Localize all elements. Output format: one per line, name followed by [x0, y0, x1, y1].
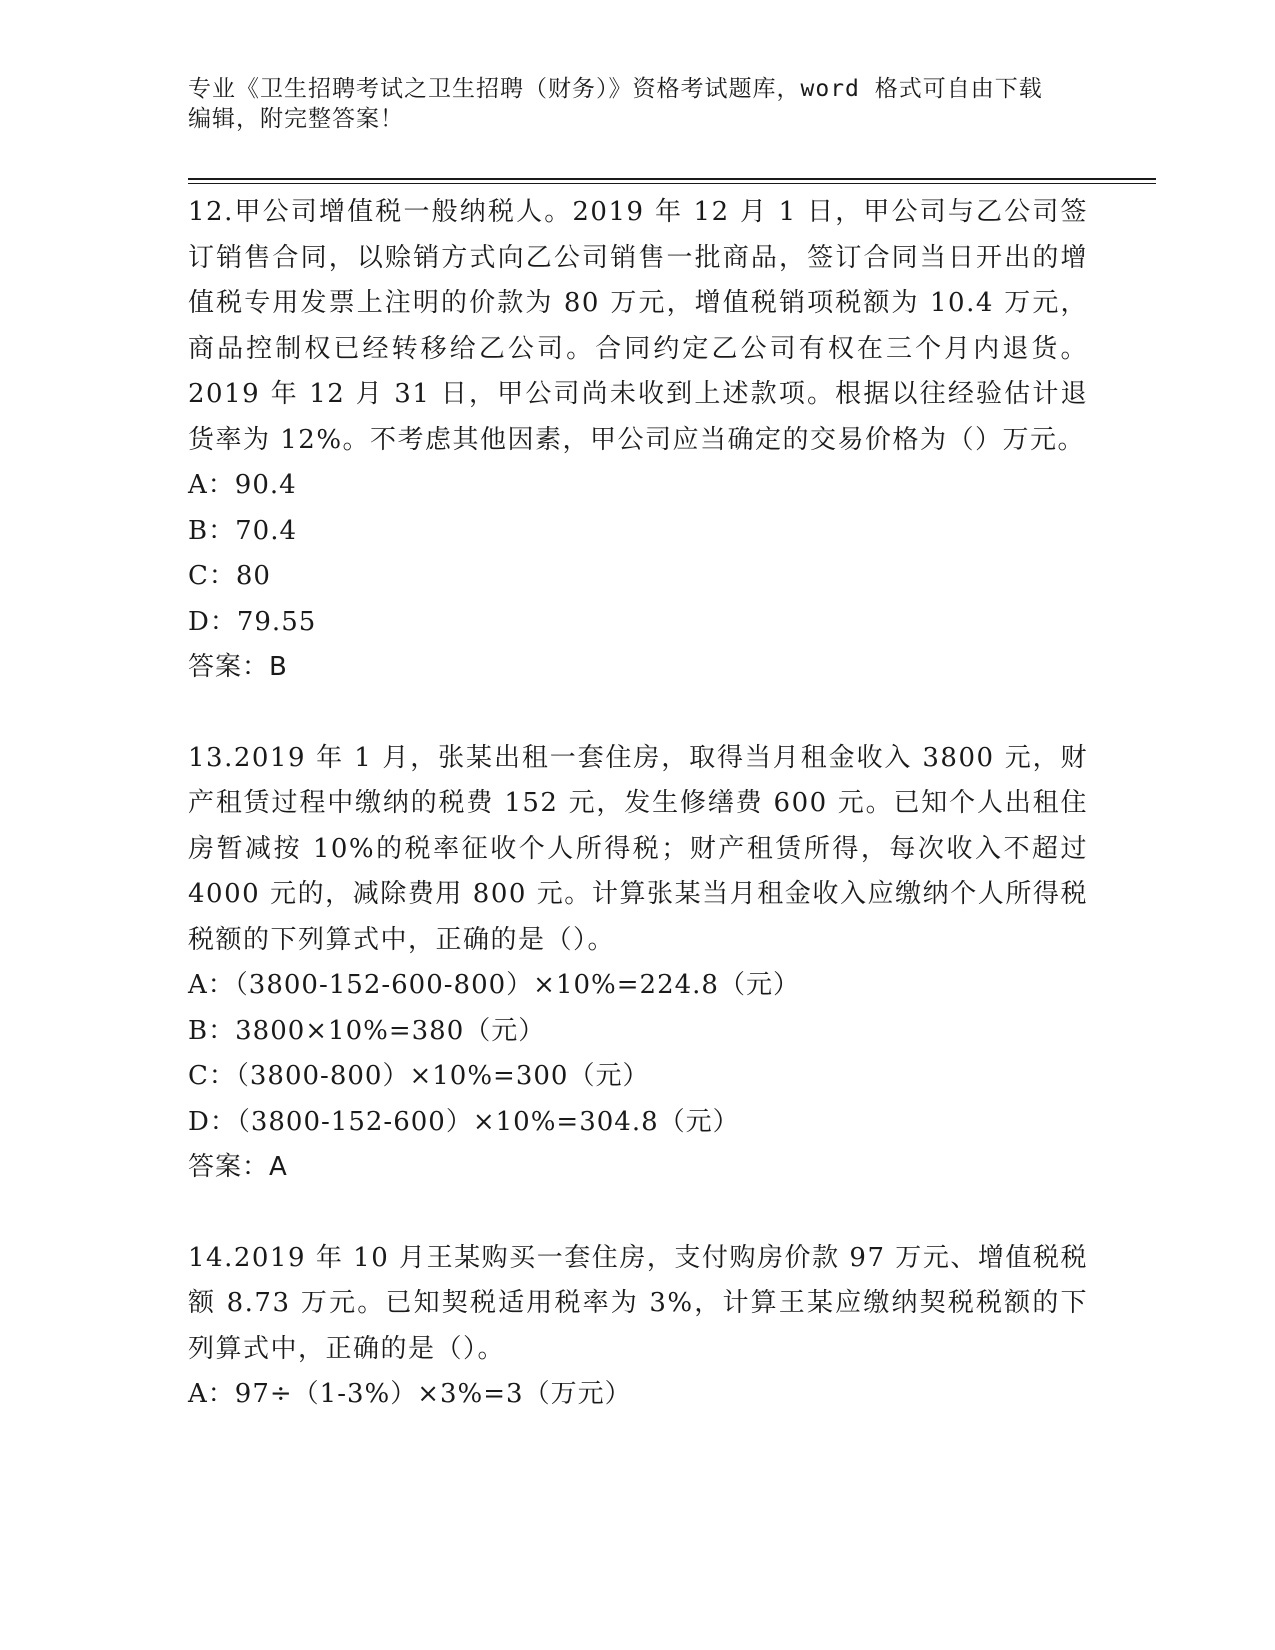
option-c: C：（3800-800）×10%=300（元）: [188, 1061, 650, 1091]
header-divider-thick: [188, 178, 1156, 180]
question-13: [188, 736, 1088, 1191]
question-spacer: [188, 1191, 1088, 1236]
header-line-2: 编辑，附完整答案！: [188, 106, 404, 132]
question-12: [188, 190, 1088, 691]
question-stem: 12.甲公司增值税一般纳税人。2019 年 12 月 1 日，甲公司与乙公司签订销售合同，以赊销方式向乙公司销售一批商品，签订合同当日开出的增值税专用发票上注明的价款为 80 万元，增值税销项税额为 10.4 万元，商品控制权已经转移给乙公司。合同约定乙公司有权在三个月内退货。2019 年 12 月 31 日，甲公司尚未收到上述款项。根据以往经验估计退货率为 12%。不考虑其他因素，甲公司应当确定的交易价格为（）万元。: [188, 197, 1088, 455]
option-b: B：3800×10%=380（元）: [188, 1015, 546, 1046]
option-d: D：（3800-152-600）×10%=304.8（元）: [188, 1106, 740, 1137]
option-d: D：79.55: [188, 606, 317, 637]
option-a: A：97÷（1-3%）×3%=3（万元）: [188, 1379, 632, 1409]
question-spacer: [188, 691, 1088, 736]
option-b: B：70.4: [188, 515, 297, 546]
option-a: A：90.4: [188, 470, 297, 500]
option-c: C：80: [188, 561, 271, 591]
document-header: [188, 74, 1088, 134]
answer-label: 答案：A: [188, 1152, 288, 1182]
answer-label: 答案：B: [188, 652, 288, 682]
question-list: [188, 190, 1088, 1418]
option-a: A：（3800-152-600-800）×10%=224.8（元）: [188, 970, 800, 1000]
question-stem: 14.2019 年 10 月王某购买一套住房，支付购房价款 97 万元、增值税税额 8.73 万元。已知契税适用税率为 3%，计算王某应缴纳契税税额的下列算式中，正确的是（）。: [188, 1242, 1088, 1364]
question-14: [188, 1236, 1088, 1418]
question-stem: 13.2019 年 1 月，张某出租一套住房，取得当月租金收入 3800 元，财产租赁过程中缴纳的税费 152 元，发生修缮费 600 元。已知个人出租住房暂减按 10%的税率征收个人所得税；财产租赁所得，每次收入不超过 4000 元的，减除费用 800 元。计算张某当月租金收入应缴纳个人所得税税额的下列算式中，正确的是（）。: [188, 742, 1088, 955]
header-divider-thin: [188, 183, 1156, 184]
header-line-1: 专业《卫生招聘考试之卫生招聘（财务）》资格考试题库，word 格式可自由下载: [188, 76, 1043, 102]
